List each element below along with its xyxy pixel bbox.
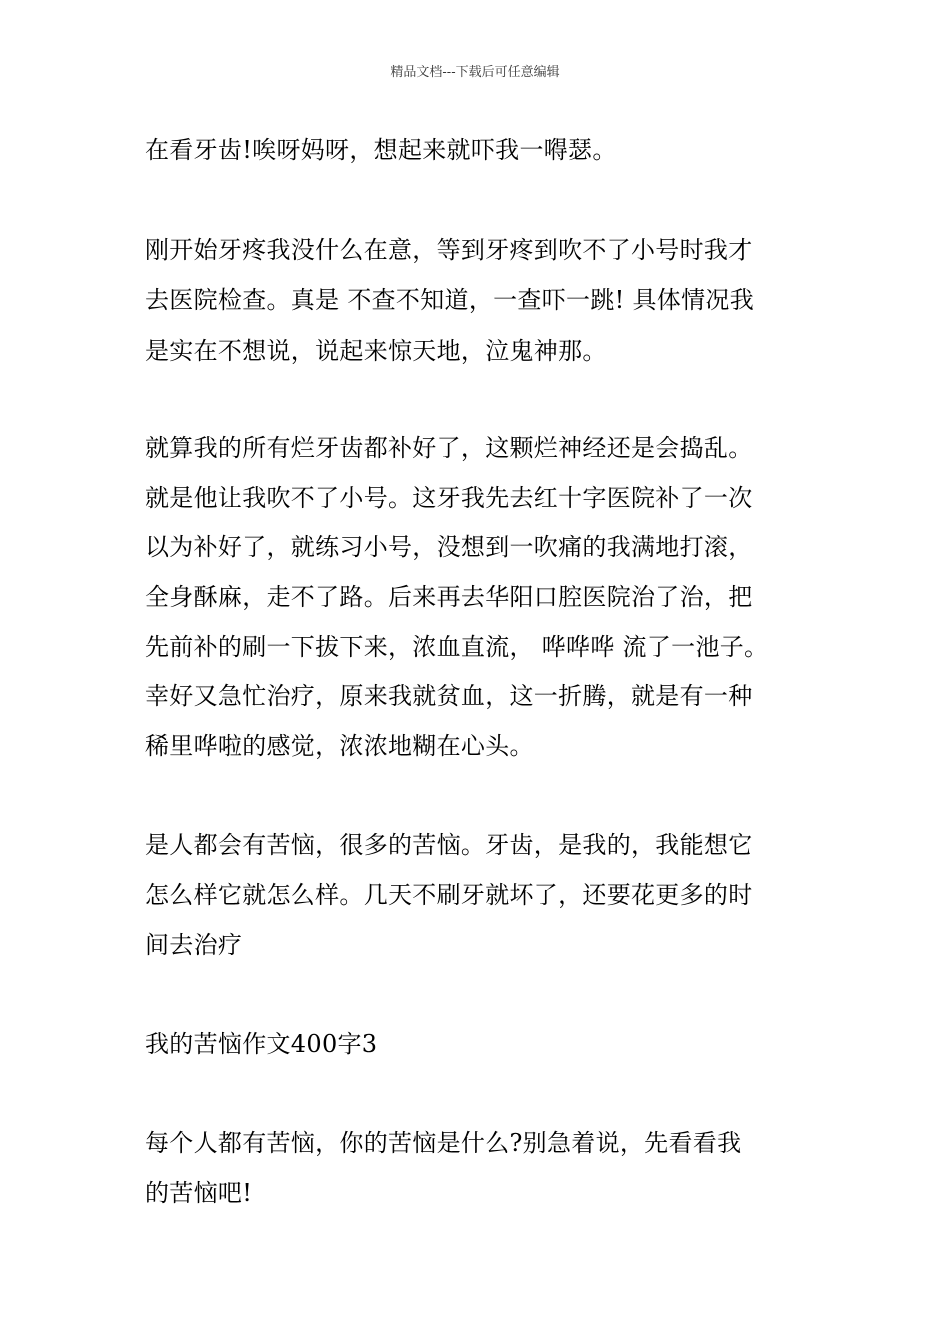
text-line: 就是他让我吹不了小号。这牙我先去红十字医院补了一次 — [145, 484, 753, 512]
text-line: 每个人都有苦恼，你的苦恼是什么?别急着说，先看看我 — [145, 1129, 742, 1157]
text-line: 先前补的刷一下拔下来，浓血直流， 哗哗哗 流了一池子。 — [145, 633, 769, 661]
text-line: 幸好又急忙治疗，原来我就贫血，这一折腾，就是有一种 — [145, 682, 753, 710]
section-heading: 我的苦恼作文400字3 — [145, 1030, 378, 1058]
page-header: 精品文档---下载后可任意编辑 — [390, 65, 560, 80]
text-line: 以为补好了，就练习小号，没想到一吹痛的我满地打滚， — [145, 533, 753, 561]
text-line: 全身酥麻，走不了路。后来再去华阳口腔医院治了治，把 — [145, 583, 753, 611]
text-line: 在看牙齿!唉呀妈呀，想起来就吓我一嘚瑟。 — [145, 136, 617, 164]
text-line: 稀里哗啦的感觉，浓浓地糊在心头。 — [145, 732, 534, 760]
text-line: 间去治疗 — [145, 931, 243, 959]
text-line: 是实在不想说，说起来惊天地，泣鬼神那。 — [145, 337, 607, 365]
text-line: 怎么样它就怎么样。几天不刷牙就坏了，还要花更多的时 — [145, 881, 753, 909]
text-line: 的苦恼吧! — [145, 1179, 253, 1207]
text-line: 是人都会有苦恼，很多的苦恼。牙齿，是我的，我能想它 — [145, 831, 753, 859]
text-line: 去医院检查。真是 不查不知道，一查吓一跳! 具体情况我 — [145, 286, 755, 314]
text-line: 就算我的所有烂牙齿都补好了，这颗烂神经还是会捣乱。 — [145, 434, 753, 462]
text-line: 刚开始牙疼我没什么在意，等到牙疼到吹不了小号时我才 — [145, 236, 753, 264]
